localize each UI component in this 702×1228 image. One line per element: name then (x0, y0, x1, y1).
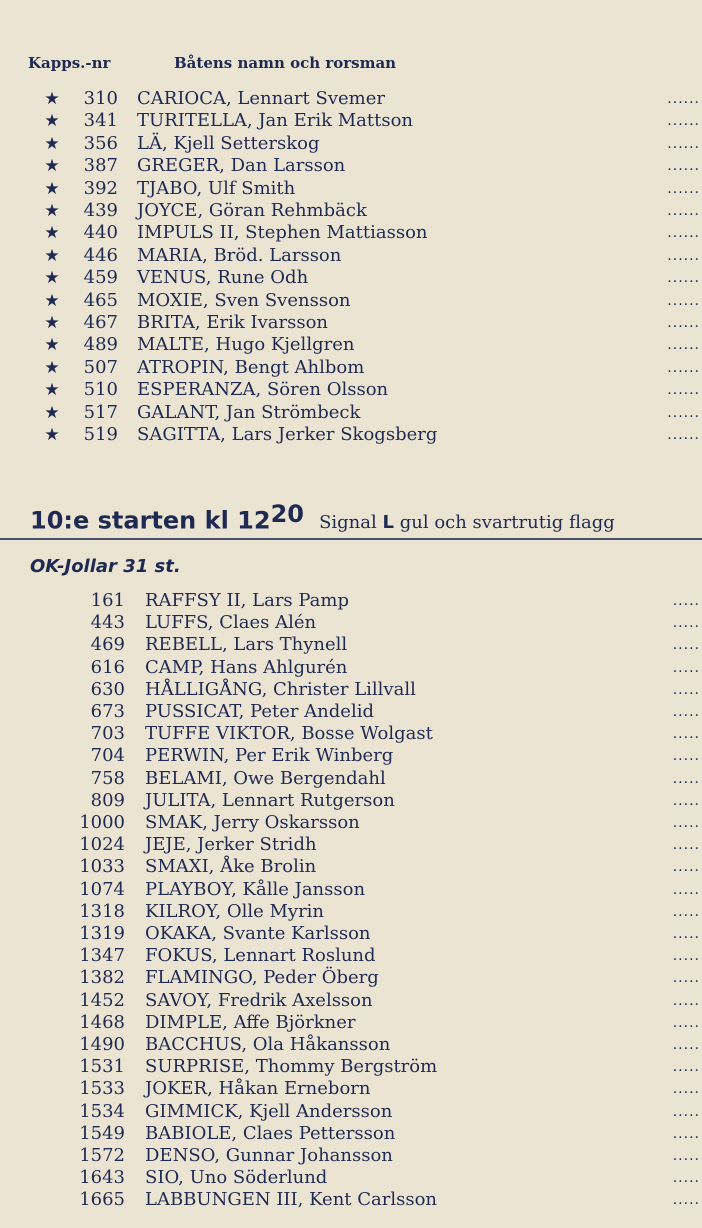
race-number: 392 (83, 177, 118, 199)
list-item (0, 834, 702, 856)
boat-and-helm: DIMPLE, Affe Björkner (145, 1011, 356, 1033)
list-item (0, 1078, 702, 1100)
list-item (0, 424, 702, 446)
list-item (0, 1056, 702, 1078)
result-dots: ...... (667, 180, 700, 197)
list-item (0, 790, 702, 812)
star-icon: ★ (44, 357, 60, 378)
race-number: 440 (83, 222, 118, 244)
list-item (0, 812, 702, 834)
list-item (0, 110, 702, 132)
result-dots: ..... (672, 659, 700, 676)
star-icon: ★ (44, 201, 60, 221)
boat-and-helm: SMAXI, Åke Brolin (145, 856, 317, 878)
list-item (0, 88, 702, 110)
start-time-minutes: 20 (270, 500, 304, 528)
race-number: 510 (83, 379, 118, 401)
list-item (0, 334, 702, 356)
list-item (0, 990, 702, 1012)
result-dots: ...... (667, 404, 700, 421)
star-icon: ★ (44, 313, 60, 333)
list-item (0, 1167, 702, 1189)
list-item (0, 290, 702, 312)
star-icon: ★ (44, 380, 60, 401)
race-number: 1000 (79, 812, 125, 833)
boat-and-helm: PERWIN, Per Erik Winberg (145, 745, 394, 767)
race-number: 1531 (79, 1056, 125, 1078)
start-title: 10:e starten kl 12 (30, 506, 271, 535)
race-number: 1074 (79, 878, 125, 900)
signal-info (319, 512, 615, 533)
result-dots: ...... (667, 359, 700, 376)
boat-and-helm: LÄ, Kjell Setterskog (137, 132, 320, 154)
boat-and-helm: OKAKA, Svante Karlsson (145, 923, 371, 944)
boat-and-helm: CAMP, Hans Ahlgurén (145, 656, 348, 678)
race-number: 310 (83, 88, 118, 109)
race-number: 467 (83, 312, 118, 333)
result-dots: ...... (667, 203, 700, 219)
race-number: 446 (83, 244, 118, 266)
result-dots: ..... (672, 615, 700, 632)
list-item (0, 923, 702, 945)
result-dots: ..... (672, 1037, 700, 1053)
start-heading (30, 500, 700, 534)
result-dots: ...... (667, 113, 700, 130)
race-number: 387 (83, 155, 118, 177)
list-item (0, 590, 702, 612)
boat-and-helm: BACCHUS, Ola Håkansson (145, 1034, 391, 1055)
result-dots: ..... (672, 1148, 700, 1164)
result-dots: ..... (672, 637, 700, 654)
result-dots: ..... (672, 970, 700, 987)
boat-and-helm: JULITA, Lennart Rutgerson (145, 789, 395, 811)
list-item (0, 200, 702, 222)
race-number: 1549 (79, 1122, 125, 1144)
result-dots: ...... (667, 225, 700, 242)
list-item (0, 1189, 702, 1211)
result-dots: ..... (672, 726, 700, 743)
star-icon: ★ (44, 335, 60, 356)
list-item (0, 1145, 702, 1167)
race-number: 161 (90, 590, 125, 611)
boat-and-helm: BABIOLE, Claes Pettersson (145, 1122, 396, 1144)
race-number: 1024 (79, 834, 125, 856)
boat-and-helm: HÅLLIGÅNG, Christer Lillvall (145, 678, 416, 700)
list-item (0, 745, 702, 767)
race-number: 465 (83, 289, 118, 311)
list-item (0, 402, 702, 424)
star-icon: ★ (44, 111, 60, 132)
boat-and-helm: IMPULS II, Stephen Mattiasson (137, 222, 428, 244)
boat-and-helm: MALTE, Hugo Kjellgren (137, 334, 355, 356)
boat-and-helm: TJABO, Ulf Smith (137, 177, 296, 199)
result-dots: ...... (667, 158, 700, 175)
list-item (0, 945, 702, 967)
race-number: 1319 (79, 923, 125, 944)
list-item (0, 1012, 702, 1034)
boat-and-helm: REBELL, Lars Thynell (145, 634, 348, 656)
result-dots: ..... (672, 926, 700, 942)
list-item (0, 155, 702, 177)
result-dots: ..... (672, 1170, 700, 1187)
race-number: 341 (83, 110, 118, 132)
result-dots: ..... (672, 1103, 700, 1120)
list-item (0, 634, 702, 656)
race-number: 517 (83, 401, 118, 423)
race-number: 1468 (79, 1011, 125, 1033)
result-dots: ..... (672, 1125, 700, 1142)
list-item (0, 879, 702, 901)
star-icon: ★ (44, 133, 60, 154)
result-dots: ...... (667, 337, 700, 354)
race-number: 356 (83, 132, 118, 154)
boat-and-helm: SIO, Uno Söderlund (145, 1167, 328, 1189)
boat-and-helm: SMAK, Jerry Oskarsson (145, 812, 360, 833)
result-dots: ..... (672, 837, 700, 854)
boat-and-helm: LABBUNGEN III, Kent Carlsson (145, 1189, 438, 1211)
list-item (0, 245, 702, 267)
race-number: 1534 (79, 1100, 125, 1122)
result-dots: ..... (672, 1081, 700, 1098)
result-dots: ...... (667, 427, 700, 443)
boat-and-helm: GREGER, Dan Larsson (137, 155, 346, 177)
boat-and-helm: VENUS, Rune Odh (137, 267, 309, 289)
race-number: 489 (83, 334, 118, 356)
result-dots: ..... (672, 681, 700, 698)
result-dots: ..... (672, 1059, 700, 1076)
list-item (0, 701, 702, 723)
race-number-header: Kapps.-nr (28, 54, 111, 72)
list-item (0, 379, 702, 401)
boat-and-helm: JEJE, Jerker Stridh (145, 834, 317, 856)
result-dots: ...... (667, 91, 700, 107)
signal-word: Signal (319, 512, 377, 534)
star-icon: ★ (44, 402, 60, 423)
star-icon: ★ (44, 156, 60, 177)
list-item (0, 312, 702, 334)
list-item (0, 1101, 702, 1123)
result-dots: ...... (667, 315, 700, 331)
boat-and-helm: LUFFS, Claes Alén (145, 612, 317, 634)
boat-and-helm: JOYCE, Göran Rehmbäck (137, 200, 367, 221)
race-number: 1572 (79, 1145, 125, 1166)
list-item (0, 967, 702, 989)
race-number: 469 (90, 634, 125, 656)
result-dots: ...... (667, 270, 700, 287)
result-dots: ..... (672, 1014, 700, 1031)
race-number: 507 (83, 356, 118, 378)
star-icon: ★ (44, 425, 60, 445)
race-number: 1318 (79, 900, 125, 922)
list-item (0, 267, 702, 289)
list-item (0, 222, 702, 244)
list-item (0, 856, 702, 878)
list-item (0, 657, 702, 679)
list-item (0, 133, 702, 155)
boat-and-helm: JOKER, Håkan Erneborn (145, 1078, 371, 1100)
race-number: 703 (90, 723, 125, 745)
boat-and-helm: SURPRISE, Thommy Bergström (145, 1056, 438, 1078)
race-number: 459 (83, 267, 118, 289)
star-icon: ★ (44, 268, 60, 289)
boat-and-helm: GIMMICK, Kjell Andersson (145, 1100, 393, 1122)
result-dots: ..... (672, 748, 700, 765)
race-number: 1033 (79, 856, 125, 878)
boat-and-helm: GALANT, Jan Strömbeck (137, 401, 361, 423)
boat-and-helm: ATROPIN, Bengt Ahlbom (137, 356, 365, 378)
boat-and-helm: SAVOY, Fredrik Axelsson (145, 989, 373, 1011)
race-number: 1533 (79, 1078, 125, 1100)
race-number: 1490 (79, 1034, 125, 1055)
list-item (0, 178, 702, 200)
race-number: 1347 (79, 945, 125, 967)
result-dots: ...... (667, 382, 700, 399)
race-number: 704 (90, 745, 125, 767)
boat-and-helm: MOXIE, Sven Svensson (137, 289, 351, 311)
result-dots: ..... (672, 593, 700, 609)
boat-and-helm: PLAYBOY, Kålle Jansson (145, 878, 366, 900)
boat-and-helm: FOKUS, Lennart Roslund (145, 945, 376, 967)
race-number: 758 (90, 767, 125, 789)
boat-and-helm: TUFFE VIKTOR, Bosse Wolgast (145, 723, 433, 745)
star-icon: ★ (44, 178, 60, 199)
star-icon: ★ (44, 89, 60, 109)
result-dots: ..... (672, 770, 700, 787)
star-icon: ★ (44, 223, 60, 244)
list-item (0, 357, 702, 379)
boat-helm-header: Båtens namn och rorsman (174, 54, 397, 72)
race-number: 630 (90, 678, 125, 700)
result-dots: ..... (672, 881, 700, 898)
boat-and-helm: TURITELLA, Jan Erik Mattson (137, 110, 414, 132)
result-dots: ...... (667, 292, 700, 309)
list-item (0, 1034, 702, 1056)
signal-letter: L (382, 512, 394, 534)
result-dots: ...... (667, 135, 700, 152)
list-item (0, 901, 702, 923)
result-dots: ..... (672, 948, 700, 965)
divider (0, 538, 702, 540)
race-number: 519 (83, 424, 118, 445)
boat-and-helm: PUSSICAT, Peter Andelid (145, 701, 374, 722)
star-icon: ★ (44, 290, 60, 311)
result-dots: ..... (672, 859, 700, 876)
list-item (0, 768, 702, 790)
list-item (0, 1123, 702, 1145)
race-number: 1665 (79, 1189, 125, 1211)
star-icon: ★ (44, 245, 60, 266)
boat-and-helm: ESPERANZA, Sören Olsson (137, 379, 389, 401)
list-item (0, 612, 702, 634)
boat-and-helm: RAFFSY II, Lars Pamp (145, 590, 350, 611)
list-item (0, 723, 702, 745)
race-number: 616 (90, 656, 125, 678)
boat-and-helm: MARIA, Bröd. Larsson (137, 244, 342, 266)
race-number: 443 (90, 612, 125, 634)
boat-and-helm: BRITA, Erik Ivarsson (137, 312, 329, 333)
result-dots: ...... (667, 247, 700, 264)
boat-and-helm: FLAMINGO, Peder Öberg (145, 967, 379, 989)
signal-description: gul och svartrutig flagg (399, 512, 615, 534)
boat-and-helm: DENSO, Gunnar Johansson (145, 1145, 393, 1166)
result-dots: ..... (672, 1192, 700, 1209)
result-dots: ..... (672, 792, 700, 809)
boat-and-helm: SAGITTA, Lars Jerker Skogsberg (137, 424, 438, 445)
boat-and-helm: KILROY, Olle Myrin (145, 900, 325, 922)
race-number: 1643 (79, 1167, 125, 1189)
result-dots: ..... (672, 704, 700, 720)
list-item (0, 679, 702, 701)
result-dots: ..... (672, 992, 700, 1009)
boat-and-helm: CARIOCA, Lennart Svemer (137, 88, 385, 109)
race-number: 1382 (79, 967, 125, 989)
race-number: 1452 (79, 989, 125, 1011)
race-number: 809 (90, 789, 125, 811)
race-number: 439 (83, 200, 118, 221)
boat-and-helm: BELAMI, Owe Bergendahl (145, 767, 386, 789)
race-number: 673 (90, 701, 125, 722)
result-dots: ..... (672, 815, 700, 831)
class-heading: OK-Jollar 31 st. (30, 556, 181, 577)
result-dots: ..... (672, 903, 700, 920)
